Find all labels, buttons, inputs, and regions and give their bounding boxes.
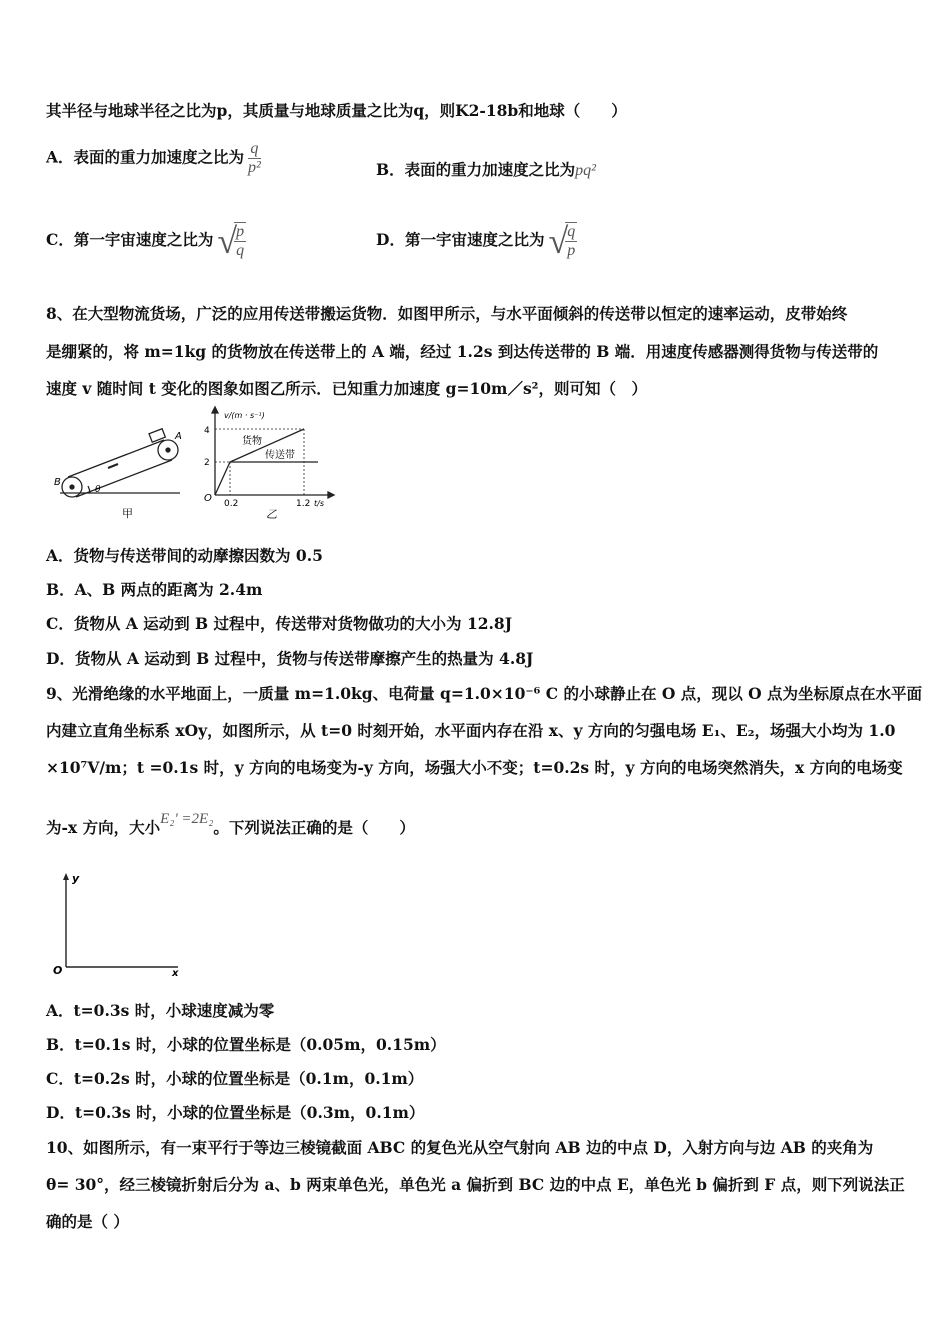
q7-option-a-label: A．表面的重力加速度之比为 — [46, 147, 245, 167]
origin-label: O — [53, 964, 63, 977]
t-axis-arrow — [328, 492, 334, 498]
label-theta: θ — [95, 485, 101, 495]
q9-line-4-start: 为-x 方向，大小 — [46, 818, 161, 837]
q7-c-numerator: p — [236, 223, 245, 240]
q7-option-b-label: B．表面的重力加速度之比为 — [376, 160, 576, 179]
velocity-mark — [108, 464, 118, 468]
q9-e2-prime-expr: E₂' =2E₂ — [160, 811, 214, 827]
q7-option-b-expr: pq² — [575, 162, 596, 179]
q7-option-b — [376, 160, 596, 181]
q9-line-4-end: 。下列说法正确的是（ ） — [213, 818, 415, 837]
q7-option-a-fraction — [248, 140, 261, 177]
pulley-a-axle — [166, 448, 170, 452]
q7-stem: 其半径与地球半径之比为p，其质量与地球质量之比为q，则K2-18b和地球（ ） — [46, 101, 627, 120]
fig-yi-caption: 乙 — [266, 508, 277, 520]
conveyor-belt-diagram — [60, 429, 180, 497]
q7-option-c-sqrt: √ $\frac{p}{q}$ — [217, 221, 245, 261]
x-axis-label: x — [172, 968, 179, 979]
tick-origin: O — [204, 493, 212, 504]
q9-option-a: A．t=0.3s 时，小球速度减为零 — [46, 1001, 275, 1020]
belt-top — [68, 440, 164, 477]
q9-option-d: D．t=0.3s 时，小球的位置坐标是（0.3m，0.1m） — [46, 1103, 425, 1122]
tick-4: 4 — [204, 426, 210, 436]
q8-option-b: B．A、B 两点的距离为 2.4m — [46, 580, 263, 599]
pulley-b-axle — [70, 485, 74, 489]
y-axis-arrow — [63, 873, 69, 880]
t-axis-label: t/s — [314, 499, 324, 508]
goods-label: 货物 — [242, 436, 262, 447]
q8-line-3: 速度 v 随时间 t 变化的图象如图乙所示．已知重力加速度 g=10m／s²，则可知（ ） — [46, 379, 647, 398]
q9-line-1: 9、光滑绝缘的水平地面上，一质量 m=1.0kg、电荷量 q=1.0×10⁻⁶ C 的小球静止在 O 点，现以 O 点为坐标原点在水平面 — [46, 684, 923, 703]
q7-option-d-label: D．第一宇宙速度之比为 — [376, 230, 545, 249]
q7-d-denominator: p — [567, 242, 576, 259]
q8-option-a: A．货物与传送带间的动摩擦因数为 0.5 — [46, 546, 323, 565]
label-b: B — [54, 477, 61, 488]
q8-figure — [50, 405, 350, 520]
q8-line-2: 是绷紧的，将 m=1kg 的货物放在传送带上的 A 端，经过 1.2s 到达传送带的 B 端．用速度传感器测得货物与传送带的 — [46, 342, 879, 361]
q7-a-numerator: q — [248, 140, 261, 159]
q7-a-denominator: p² — [248, 159, 261, 176]
q9-line-4 — [46, 811, 415, 839]
q9-line-2: 内建立直角坐标系 xOy，如图所示，从 t=0 时刻开始，水平面内存在沿 x、y 方向的匀强电场 E₁、E₂，场强大小均为 1.0 — [46, 721, 896, 740]
label-a: A — [175, 431, 182, 442]
q8-option-d: D．货物从 A 运动到 B 过程中，货物与传送带摩擦产生的热量为 4.8J — [46, 649, 534, 668]
fig-jia-caption: 甲 — [122, 507, 133, 520]
v-axis-arrow — [212, 407, 218, 413]
q9-line-3: ×10⁷V/m；t =0.1s 时，y 方向的电场变为-y 方向，场强大小不变；t=0.2s 时，y 方向的电场突然消失，x 方向的电场变 — [46, 758, 903, 777]
q7-d-numerator: q — [567, 223, 576, 240]
q7-option-c-label: C．第一宇宙速度之比为 — [46, 230, 214, 249]
q7-c-denominator: q — [236, 242, 245, 259]
v-axis-label: v/(m · s⁻¹) — [224, 411, 265, 420]
q9-coordinate-figure — [48, 870, 193, 982]
tick-2: 2 — [204, 458, 210, 468]
q9-option-b: B．t=0.1s 时，小球的位置坐标是（0.05m，0.15m） — [46, 1035, 446, 1054]
q7-option-d — [376, 222, 577, 260]
y-axis-label: y — [72, 872, 80, 885]
q10-line-2: θ= 30°，经三棱镜折射后分为 a、b 两束单色光，单色光 a 偏折到 BC 边的中点 E，单色光 b 偏折到 F 点，则下列说法正 — [46, 1175, 905, 1194]
q7-option-c — [46, 222, 246, 260]
q9-option-c: C．t=0.2s 时，小球的位置坐标是（0.1m，0.1m） — [46, 1069, 424, 1088]
q8-line-1: 8、在大型物流货场，广泛的应用传送带搬运货物．如图甲所示，与水平面倾斜的传送带以恒定的速率运动，皮带始终 — [46, 304, 848, 323]
q7-option-d-sqrt: √ $\frac{q}{p}$ — [548, 221, 576, 261]
q10-line-1: 10、如图所示，有一束平行于等边三棱镜截面 ABC 的复色光从空气射向 AB 边的中点 D，入射方向与边 AB 的夹角为 — [46, 1138, 874, 1157]
q7-option-a — [46, 140, 261, 177]
tick-1-2: 1.2 — [296, 499, 311, 509]
belt-label: 传送带 — [265, 450, 295, 461]
tick-0-2: 0.2 — [224, 499, 239, 509]
q10-line-3: 确的是（ ） — [46, 1212, 129, 1231]
q8-option-c: C．货物从 A 运动到 B 过程中，传送带对货物做功的大小为 12.8J — [46, 614, 513, 633]
